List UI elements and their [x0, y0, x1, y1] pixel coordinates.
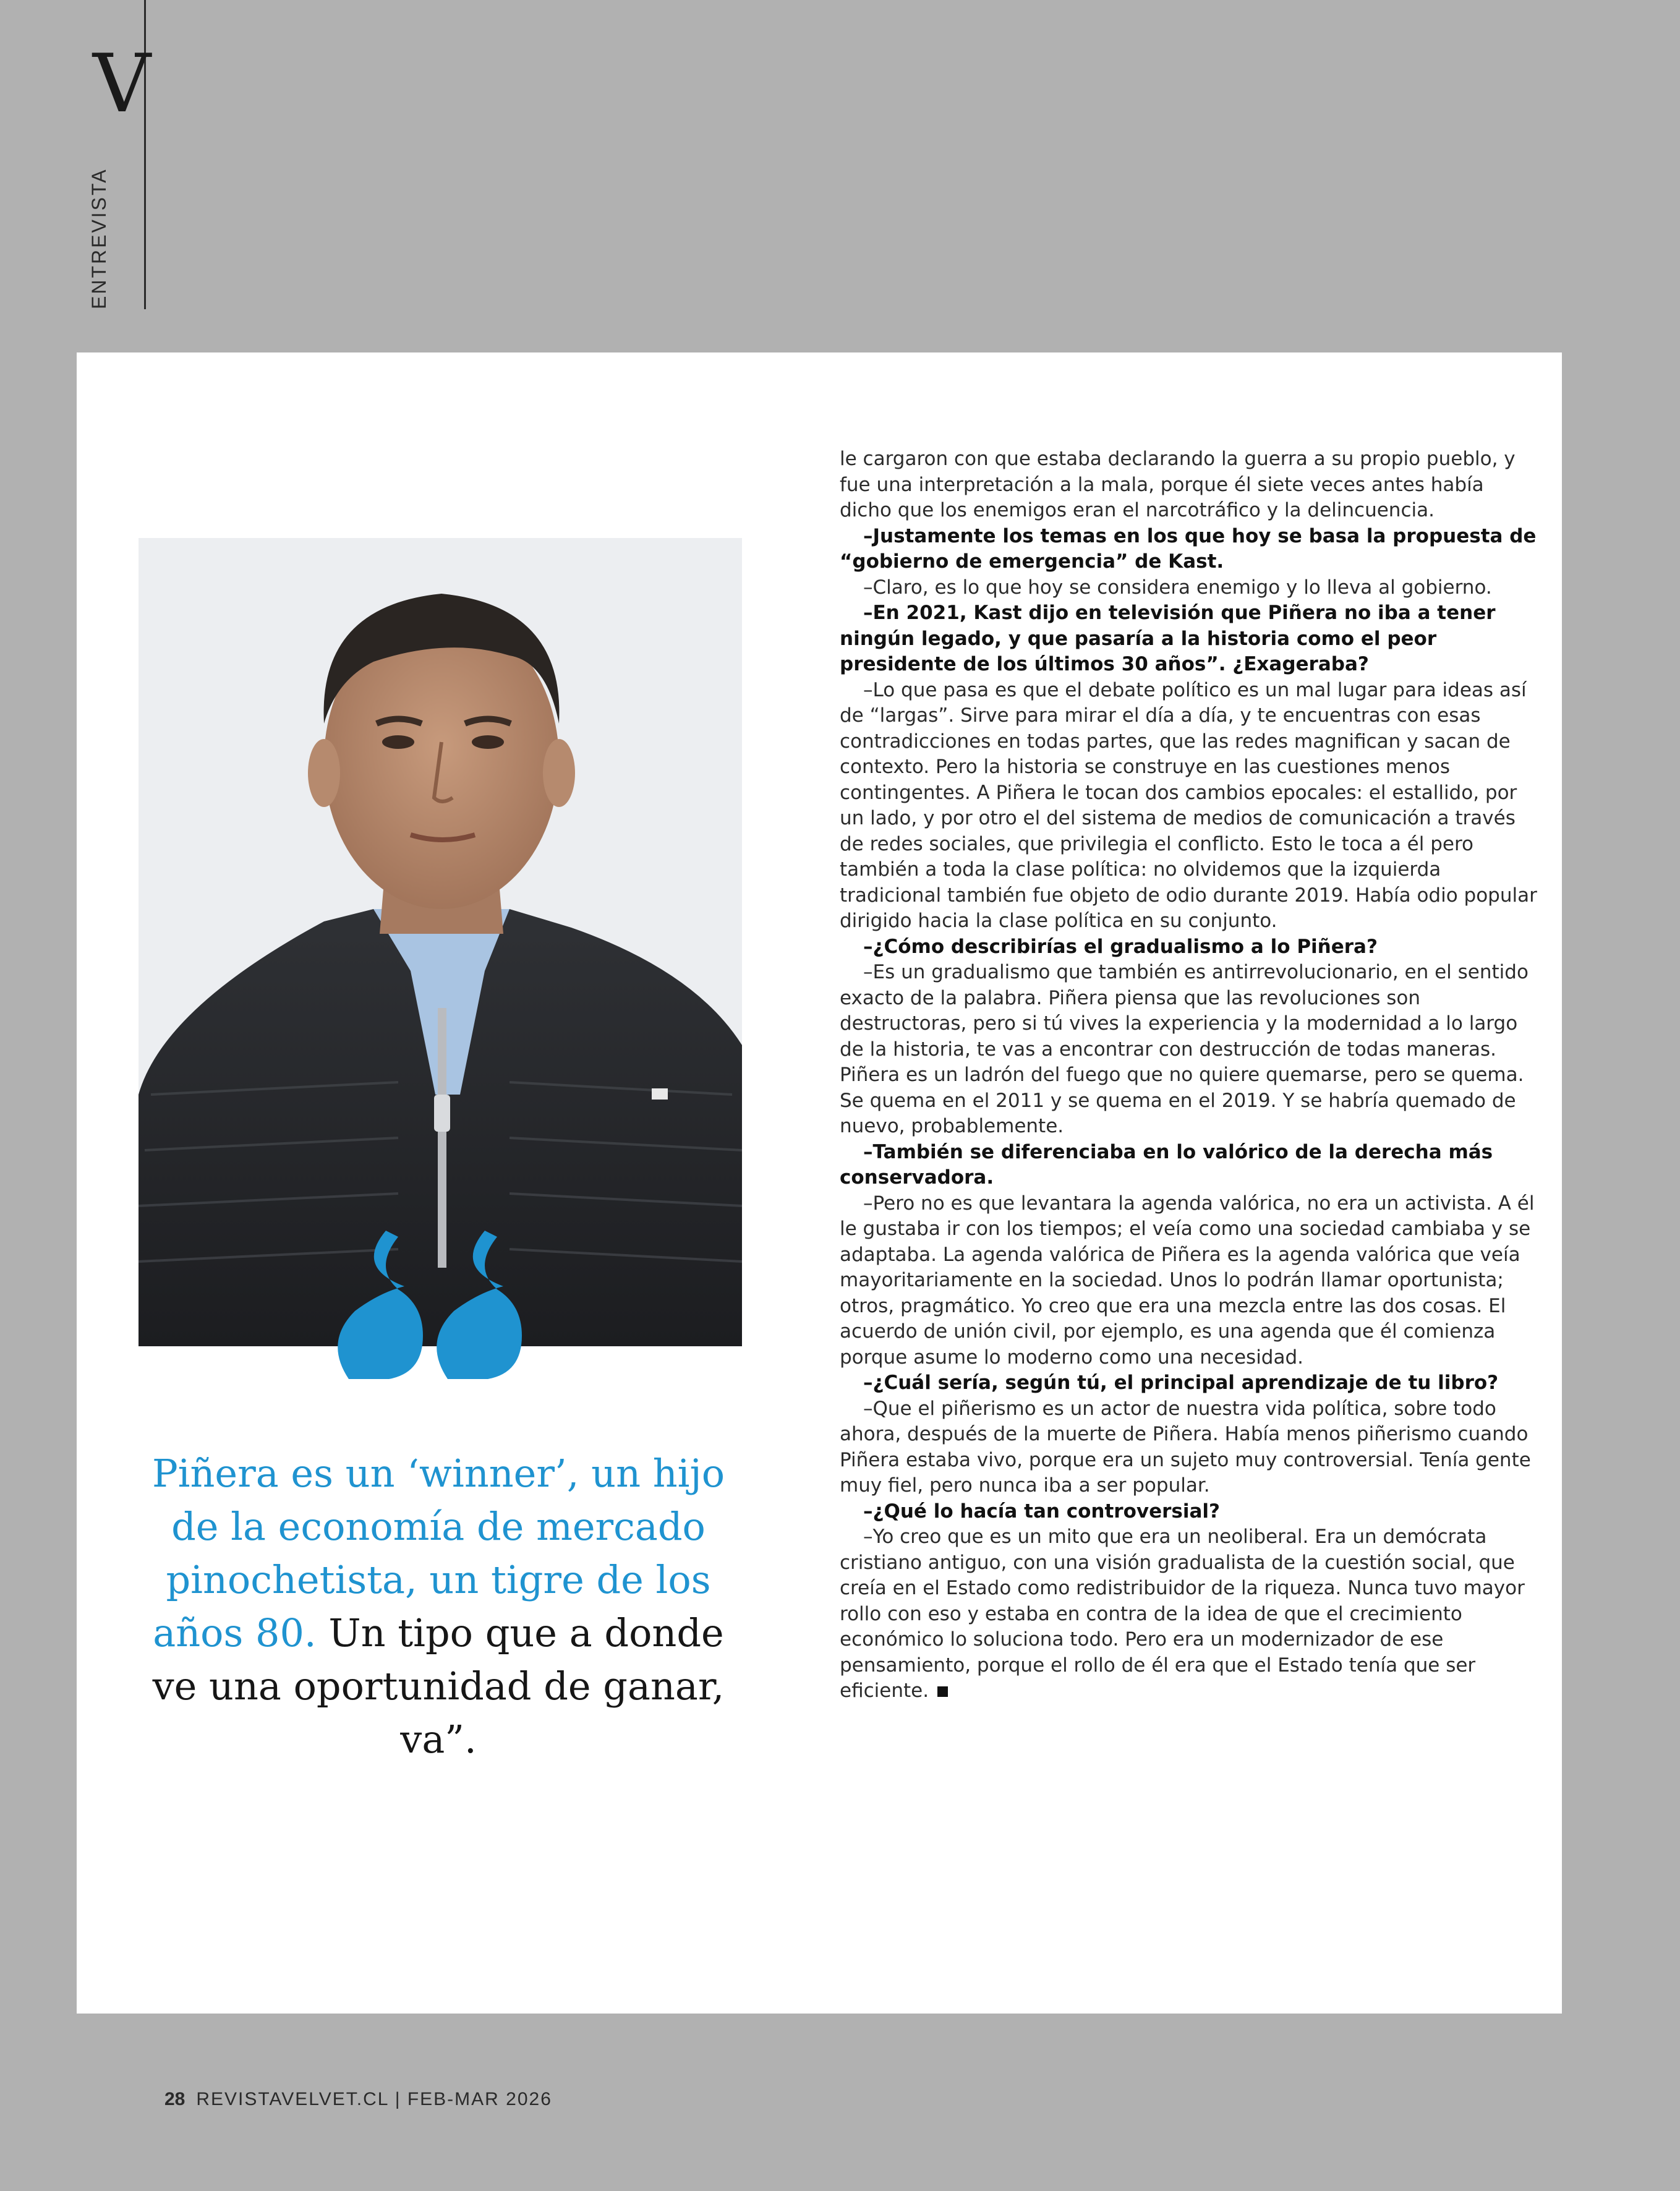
interview-question: –También se diferenciaba en lo valórico de la derecha más conservadora.	[840, 1140, 1493, 1189]
interview-answer: le cargaron con que estaba declarando la guerra a su propio pueblo, y fue una interpretación a la mala, porque él siete veces antes había dicho que los enemigos eran el narcotráfico y la delincuencia.	[840, 448, 1516, 521]
open-quote-icon	[330, 1231, 528, 1379]
page-number: 28	[164, 2089, 185, 2109]
article-card	[77, 352, 1562, 2014]
interview-answer: –Que el piñerismo es un actor de nuestra vida política, sobre todo ahora, después de la muerte de Piñera. Había menos piñerismo cuando Piñera estaba vivo, porque era un sujeto muy controversial. Tenía gente muy fiel, pero nunca iba a ser popular.	[840, 1397, 1531, 1497]
pull-quote-highlight: Piñera es un ‘winner’, un hijo de la economía de mercado pinochetista, un tigre de los años 80.	[151, 1451, 725, 1655]
interview-answer: –Pero no es que levantara la agenda valórica, no era un activista. A él le gustaba ir con los tiempos; el veía como una sociedad cambiaba y se adaptaba. La agenda valórica de Piñera es la agenda valórica que veía mayoritariamente en la sociedad. Unos lo podrán llamar oportunista; otros, pragmático. Yo creo que era una mezcla entre las dos cosas. El acuerdo de unión civil, por ejemplo, es una agenda que él comienza porque asume lo moderno como una necesidad.	[840, 1192, 1535, 1369]
article-body	[840, 446, 1538, 1704]
interview-question: –¿Qué lo hacía tan controversial?	[863, 1500, 1221, 1523]
pull-quote-rest: Un tipo que a donde ve una oportunidad de ganar, va”.	[152, 1610, 725, 1762]
portrait-photo	[139, 538, 742, 1346]
pull-quote	[145, 1447, 732, 1766]
interview-question: –¿Cuál sería, según tú, el principal aprendizaje de tu libro?	[863, 1372, 1499, 1394]
interview-question: –Justamente los temas en los que hoy se basa la propuesta de “gobierno de emergencia” de Kast.	[840, 524, 1537, 573]
end-mark-icon	[937, 1686, 948, 1697]
interview-answer: –Es un gradualismo que también es antirrevolucionario, en el sentido exacto de la palabra. Piñera piensa que las revoluciones son destructoras, pero si tú vives la experiencia y la modernidad a lo largo de la historia, te vas a encontrar con destrucción de todas maneras. Piñera es un ladrón del fuego que no quiere quemarse, pero se quema. Se quema en el 2011 y se quema en el 2019. Y se habría quemado de nuevo, probablemente.	[840, 961, 1529, 1137]
portrait-illustration	[139, 538, 742, 1346]
magazine-logo: V	[93, 36, 151, 130]
section-label: ENTREVISTA	[88, 168, 110, 309]
interview-answer: –Yo creo que es un mito que era un neoliberal. Era un demócrata cristiano antiguo, con una visión gradualista de la cuestión social, que creía en el Estado como redistribuidor de la riqueza. Nunca tuvo mayor rollo con eso y estaba en contra de la idea de que el crecimiento económico lo soluciona todo. Pero era un modernizador de ese pensamiento, porque el rollo de él era que el Estado tenía que ser eficiente.	[840, 1526, 1525, 1702]
page-footer	[164, 2089, 552, 2110]
interview-answer: –Claro, es lo que hoy se considera enemigo y lo lleva al gobierno.	[863, 576, 1492, 599]
interview-question: –En 2021, Kast dijo en televisión que Piñera no iba a tener ningún legado, y que pasaría a la historia como el peor presidente de los últimos 30 años”. ¿Exageraba?	[840, 602, 1496, 675]
publication-info: REVISTAVELVET.CL | FEB-MAR 2026	[196, 2089, 552, 2109]
interview-question: –¿Cómo describirías el gradualismo a lo Piñera?	[863, 935, 1378, 958]
interview-answer: –Lo que pasa es que el debate político es un mal lugar para ideas así de “largas”. Sirve para mirar el día a día, y te encuentras con esas contradicciones en todas partes, que las redes magnifican y sacan de contexto. Pero la historia se construye en las cuestiones menos contingentes. A Piñera le tocan dos cambios epocales: el estallido, por un lado, y por otro el del sistema de medios de comunicación a través de redes sociales, que privilegia el conflicto. Esto le toca a él pero también a toda la clase política: no olvidemos que la izquierda tradicional también fue objeto de odio durante 2019. Había odio popular dirigido hacia la clase política en su conjunto.	[840, 678, 1537, 932]
